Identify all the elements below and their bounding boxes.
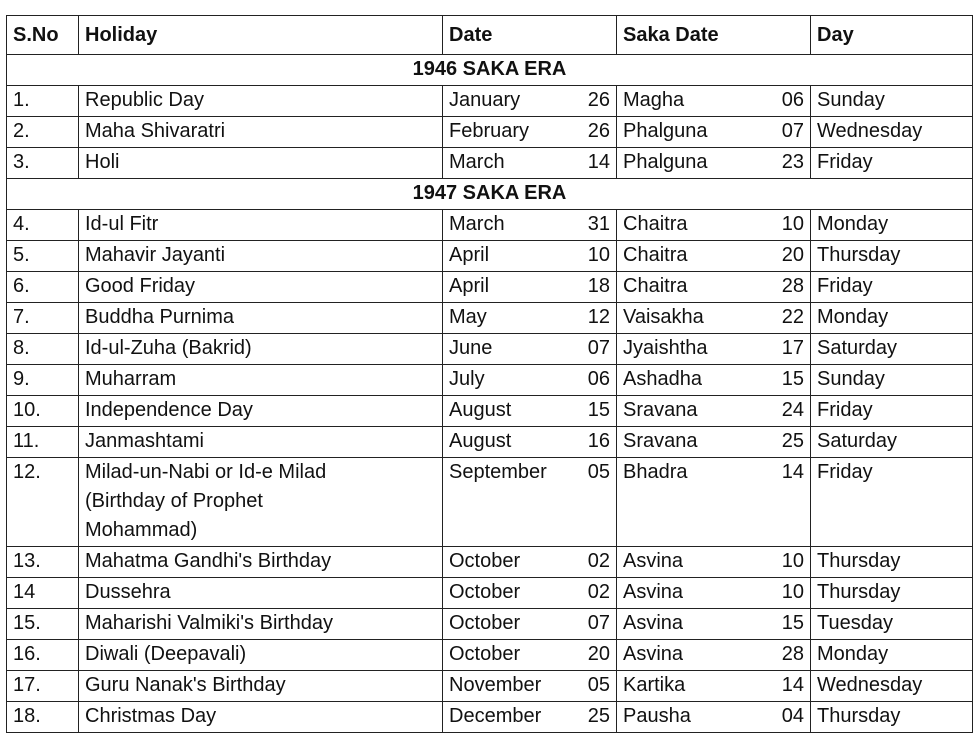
holiday-name-line: Christmas Day — [85, 705, 217, 727]
saka-month: Pausha — [623, 705, 691, 727]
date-day: 07 — [587, 337, 610, 359]
date-day: 05 — [587, 461, 610, 483]
cell-sno: 16. — [7, 640, 79, 671]
cell-date — [443, 86, 617, 117]
cell-holiday — [79, 396, 443, 427]
cell-holiday — [79, 272, 443, 303]
cell-date — [443, 272, 617, 303]
cell-date — [443, 148, 617, 179]
table-row — [7, 427, 973, 458]
cell-holiday — [79, 303, 443, 334]
cell-holiday — [79, 702, 443, 733]
table-row — [7, 334, 973, 365]
cell-date — [443, 547, 617, 578]
cell-holiday — [79, 547, 443, 578]
saka-month: Jyaishtha — [623, 337, 708, 359]
cell-day: Monday — [811, 210, 973, 241]
cell-holiday — [79, 640, 443, 671]
saka-day: 07 — [781, 120, 804, 142]
date-day: 14 — [587, 151, 610, 173]
holiday-name-line: Republic Day — [85, 89, 204, 111]
holiday-name-line: Maha Shivaratri — [85, 120, 226, 142]
table-row — [7, 671, 973, 702]
cell-saka-date — [617, 578, 811, 609]
holiday-name-line: Janmashtami — [85, 430, 204, 452]
date-month: January — [449, 89, 521, 111]
cell-saka-date — [617, 210, 811, 241]
holiday-name-line: Mohammad) — [85, 519, 198, 541]
cell-day: Saturday — [811, 334, 973, 365]
saka-day: 20 — [781, 244, 804, 266]
date-month: October — [449, 581, 521, 603]
cell-sno: 15. — [7, 609, 79, 640]
date-day: 06 — [587, 368, 610, 390]
cell-date — [443, 578, 617, 609]
saka-month: Phalguna — [623, 120, 708, 142]
table-row — [7, 396, 973, 427]
date-month: October — [449, 612, 521, 634]
cell-sno: 14 — [7, 578, 79, 609]
holiday-name-line: Independence Day — [85, 399, 253, 421]
cell-saka-date — [617, 702, 811, 733]
cell-day: Friday — [811, 458, 973, 547]
date-day: 26 — [587, 120, 610, 142]
cell-date — [443, 117, 617, 148]
saka-month: Phalguna — [623, 151, 708, 173]
cell-day: Sunday — [811, 86, 973, 117]
saka-day: 10 — [781, 550, 804, 572]
cell-holiday — [79, 241, 443, 272]
cell-sno: 18. — [7, 702, 79, 733]
date-month: July — [449, 368, 485, 390]
cell-saka-date — [617, 640, 811, 671]
cell-holiday — [79, 427, 443, 458]
saka-month: Magha — [623, 89, 685, 111]
cell-date — [443, 702, 617, 733]
date-month: April — [449, 244, 490, 266]
cell-day: Friday — [811, 148, 973, 179]
date-month: October — [449, 643, 521, 665]
table-row — [7, 272, 973, 303]
table-row — [7, 241, 973, 272]
saka-month: Chaitra — [623, 213, 688, 235]
date-month: November — [449, 674, 542, 696]
table-row — [7, 117, 973, 148]
table-row — [7, 365, 973, 396]
saka-day: 04 — [781, 705, 804, 727]
cell-day: Friday — [811, 396, 973, 427]
table-row — [7, 609, 973, 640]
saka-day: 15 — [781, 368, 804, 390]
date-day: 15 — [587, 399, 610, 421]
cell-holiday — [79, 210, 443, 241]
date-month: March — [449, 151, 505, 173]
date-day: 05 — [587, 674, 610, 696]
cell-sno: 2. — [7, 117, 79, 148]
cell-sno: 1. — [7, 86, 79, 117]
date-day: 25 — [587, 705, 610, 727]
holiday-table — [6, 15, 973, 733]
holiday-list-document — [6, 15, 972, 733]
date-month: September — [449, 461, 547, 483]
cell-saka-date — [617, 86, 811, 117]
holiday-name-line: Dussehra — [85, 581, 171, 603]
saka-day: 23 — [781, 151, 804, 173]
cell-holiday — [79, 334, 443, 365]
saka-day: 25 — [781, 430, 804, 452]
saka-month: Chaitra — [623, 275, 688, 297]
saka-month: Asvina — [623, 581, 684, 603]
cell-date — [443, 427, 617, 458]
saka-day: 15 — [781, 612, 804, 634]
cell-sno: 7. — [7, 303, 79, 334]
saka-day: 14 — [781, 674, 804, 696]
saka-day: 28 — [781, 275, 804, 297]
era-title: 1947 SAKA ERA — [7, 179, 973, 210]
date-day: 10 — [587, 244, 610, 266]
cell-saka-date — [617, 117, 811, 148]
cell-saka-date — [617, 334, 811, 365]
cell-sno: 3. — [7, 148, 79, 179]
date-day: 26 — [587, 89, 610, 111]
cell-sno: 13. — [7, 547, 79, 578]
header-day: Day — [811, 16, 973, 55]
saka-day: 14 — [781, 461, 804, 483]
header-sno: S.No — [7, 16, 79, 55]
cell-saka-date — [617, 458, 811, 547]
header-saka-date: Saka Date — [617, 16, 811, 55]
era-title: 1946 SAKA ERA — [7, 55, 973, 86]
saka-month: Sravana — [623, 430, 698, 452]
cell-saka-date — [617, 148, 811, 179]
cell-saka-date — [617, 427, 811, 458]
cell-day: Tuesday — [811, 609, 973, 640]
cell-holiday — [79, 117, 443, 148]
header-row — [7, 16, 973, 55]
cell-day: Thursday — [811, 547, 973, 578]
cell-holiday — [79, 148, 443, 179]
cell-sno: 8. — [7, 334, 79, 365]
date-day: 07 — [587, 612, 610, 634]
table-body — [7, 55, 973, 733]
cell-date — [443, 458, 617, 547]
holiday-name-line: Muharram — [85, 368, 177, 390]
date-day: 31 — [587, 213, 610, 235]
cell-day: Wednesday — [811, 671, 973, 702]
date-day: 12 — [587, 306, 610, 328]
era-header-row — [7, 55, 973, 86]
date-day: 02 — [587, 581, 610, 603]
cell-day: Friday — [811, 272, 973, 303]
saka-day: 10 — [781, 581, 804, 603]
saka-month: Ashadha — [623, 368, 702, 390]
saka-month: Asvina — [623, 612, 684, 634]
date-month: May — [449, 306, 487, 328]
holiday-name-line: Mahavir Jayanti — [85, 244, 226, 266]
saka-month: Chaitra — [623, 244, 688, 266]
date-month: August — [449, 430, 512, 452]
header-holiday: Holiday — [79, 16, 443, 55]
cell-holiday — [79, 86, 443, 117]
cell-date — [443, 365, 617, 396]
saka-month: Bhadra — [623, 461, 688, 483]
cell-day: Thursday — [811, 702, 973, 733]
cell-day: Sunday — [811, 365, 973, 396]
cell-sno: 9. — [7, 365, 79, 396]
table-row — [7, 458, 973, 547]
date-month: October — [449, 550, 521, 572]
cell-holiday — [79, 578, 443, 609]
cell-day: Monday — [811, 640, 973, 671]
holiday-name-line: Holi — [85, 151, 120, 173]
saka-day: 17 — [781, 337, 804, 359]
cell-day: Thursday — [811, 241, 973, 272]
cell-date — [443, 303, 617, 334]
cell-date — [443, 334, 617, 365]
date-day: 16 — [587, 430, 610, 452]
cell-sno: 10. — [7, 396, 79, 427]
holiday-name-line: Milad-un-Nabi or Id-e Milad — [85, 461, 327, 483]
holiday-name-line: Id-ul-Zuha (Bakrid) — [85, 337, 252, 359]
cell-saka-date — [617, 671, 811, 702]
cell-saka-date — [617, 547, 811, 578]
date-day: 02 — [587, 550, 610, 572]
date-month: June — [449, 337, 493, 359]
holiday-name-line: Id-ul Fitr — [85, 213, 159, 235]
table-row — [7, 210, 973, 241]
cell-holiday — [79, 609, 443, 640]
cell-holiday — [79, 365, 443, 396]
cell-holiday — [79, 671, 443, 702]
era-header-row — [7, 179, 973, 210]
holiday-name-line: Good Friday — [85, 275, 196, 297]
date-month: March — [449, 213, 505, 235]
cell-sno: 5. — [7, 241, 79, 272]
cell-date — [443, 640, 617, 671]
cell-saka-date — [617, 272, 811, 303]
cell-day: Saturday — [811, 427, 973, 458]
cell-date — [443, 396, 617, 427]
cell-date — [443, 609, 617, 640]
saka-month: Kartika — [623, 674, 686, 696]
saka-month: Asvina — [623, 550, 684, 572]
table-row — [7, 303, 973, 334]
saka-day: 10 — [781, 213, 804, 235]
cell-saka-date — [617, 303, 811, 334]
table-row — [7, 547, 973, 578]
date-day: 18 — [587, 275, 610, 297]
date-month: December — [449, 705, 542, 727]
cell-day: Thursday — [811, 578, 973, 609]
cell-saka-date — [617, 609, 811, 640]
cell-day: Wednesday — [811, 117, 973, 148]
table-row — [7, 86, 973, 117]
cell-sno: 17. — [7, 671, 79, 702]
saka-day: 28 — [781, 643, 804, 665]
cell-date — [443, 671, 617, 702]
saka-month: Asvina — [623, 643, 684, 665]
holiday-name-line: (Birthday of Prophet — [85, 490, 263, 512]
header-date: Date — [443, 16, 617, 55]
saka-day: 06 — [781, 89, 804, 111]
cell-date — [443, 210, 617, 241]
holiday-name-line: Buddha Purnima — [85, 306, 234, 328]
date-month: April — [449, 275, 490, 297]
saka-day: 22 — [781, 306, 804, 328]
cell-day: Monday — [811, 303, 973, 334]
date-month: August — [449, 399, 512, 421]
cell-holiday — [79, 458, 443, 547]
cell-saka-date — [617, 396, 811, 427]
cell-sno: 12. — [7, 458, 79, 547]
cell-sno: 11. — [7, 427, 79, 458]
saka-month: Sravana — [623, 399, 698, 421]
table-row — [7, 640, 973, 671]
table-row — [7, 148, 973, 179]
cell-date — [443, 241, 617, 272]
holiday-name-line: Mahatma Gandhi's Birthday — [85, 550, 332, 572]
cell-saka-date — [617, 241, 811, 272]
holiday-name-line: Guru Nanak's Birthday — [85, 674, 286, 696]
saka-day: 24 — [781, 399, 804, 421]
cell-sno: 4. — [7, 210, 79, 241]
table-row — [7, 702, 973, 733]
table-row — [7, 578, 973, 609]
holiday-name-line: Diwali (Deepavali) — [85, 643, 247, 665]
date-month: February — [449, 120, 530, 142]
holiday-name-line: Maharishi Valmiki's Birthday — [85, 612, 333, 634]
cell-saka-date — [617, 365, 811, 396]
saka-month: Vaisakha — [623, 306, 704, 328]
cell-sno: 6. — [7, 272, 79, 303]
date-day: 20 — [587, 643, 610, 665]
